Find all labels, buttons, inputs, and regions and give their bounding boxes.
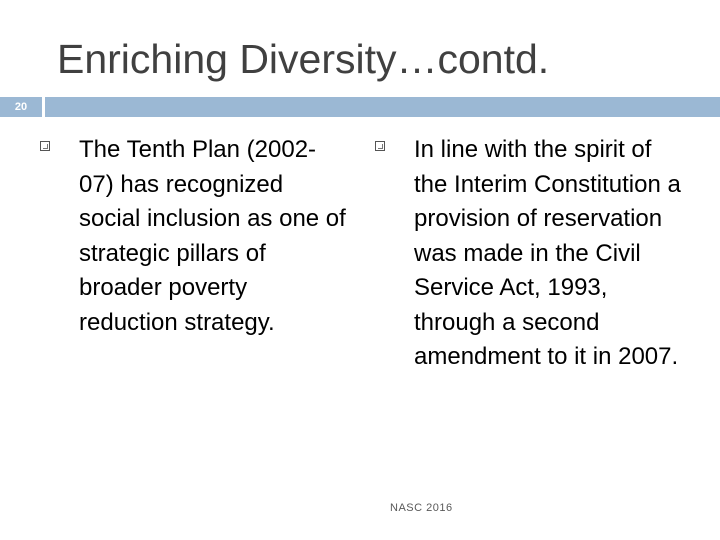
- footer-text: NASC 2016: [390, 502, 453, 514]
- title-divider-bar: [45, 97, 720, 117]
- slide-title: Enriching Diversity…contd.: [57, 36, 550, 82]
- hollow-square-bullet-icon: [375, 141, 385, 151]
- right-bullet-text: In line with the spirit of the Interim Constitution a provision of reservation was made in the Civil Service Act, 1993, through a second amendment to it in 2007.: [414, 136, 681, 370]
- slide-number: 20: [0, 97, 42, 117]
- left-bullet-text: The Tenth Plan (2002-07) has recognized social inclusion as one of strategic pillars of broader poverty reduction strategy.: [79, 136, 346, 336]
- hollow-square-bullet-icon: [40, 141, 50, 151]
